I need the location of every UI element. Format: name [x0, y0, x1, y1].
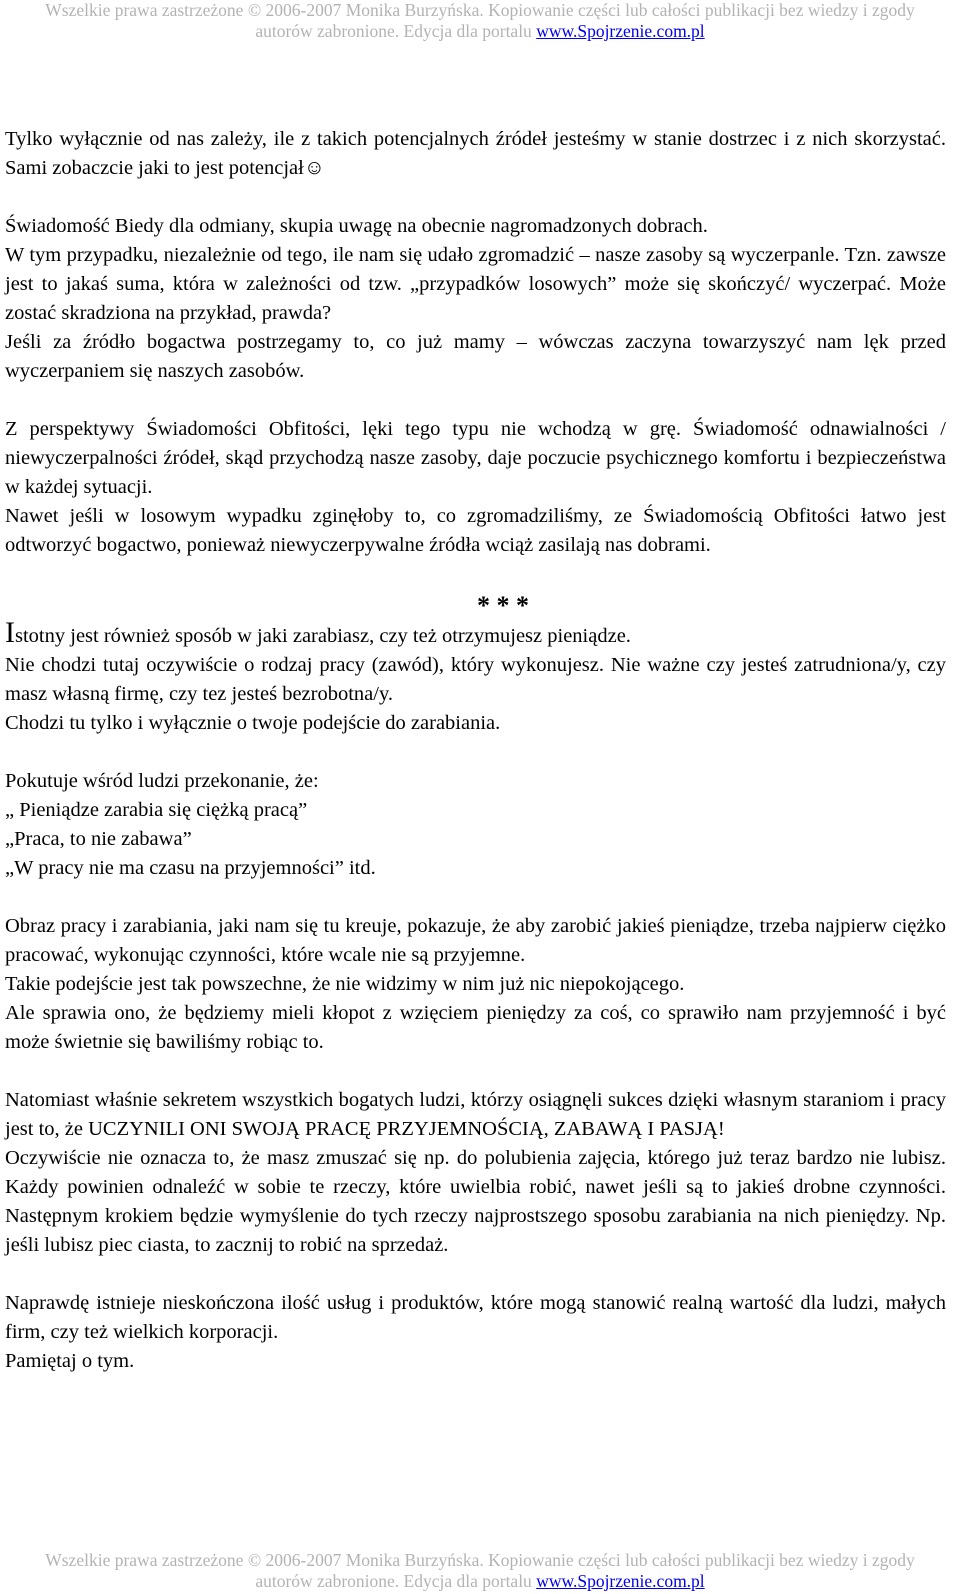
portal-link-footer[interactable]: www.Spojrzenie.com.pl	[536, 1571, 705, 1591]
quote-work-not-fun: „Praca, to nie zabawa”	[5, 828, 192, 850]
paragraph-infinite-services: Naprawdę istnieje nieskończona ilość usług i produktów, które mogą stanowić realną wartość dla ludzi, małych firm, czy też wielkich korporacji.	[5, 1292, 946, 1343]
paragraph-earning-method-text: stotny jest również sposób w jaki zarabiasz, czy też otrzymujesz pieniądze.	[15, 625, 631, 647]
paragraph-secret-of-rich: Natomiast właśnie sekretem wszystkich bogatych ludzi, którzy osiągnęli sukces dzięki własnym staraniom i pracy jest to, że UCZYNILI ONI SWOJĄ PRACĘ PRZYJEMNOŚCIĄ, ZABAWĄ I PASJĄ!	[5, 1089, 946, 1140]
paragraph-exhaustible-resources: W tym przypadku, niezależnie od tego, ile nam się udało zgromadzić – nasze zasoby są wyczerpanle. Tzn. zawsze jest to jakaś suma, która w zależności od tzw. „przypadków losowych” może się skończyć/ wyczerpać. Może zostać skradziona na przykład, prawda?	[5, 244, 946, 324]
paragraph-find-passion: Oczywiście nie oznacza to, że masz zmuszać się np. do polubienia zajęcia, którego już teraz bardzo nie lubisz. Każdy powinien odnaleźć w sobie te rzeczy, które uwielbia robić, nawet jeśli są to jakieś drobne czynności. Następnym krokiem będzie wymyślenie do tych rzeczy najprostszego sposobu zarabiania na nich pieniędzy. Np. jeśli lubisz piec ciasta, to zacznij to robić na sprzedaż.	[5, 1147, 946, 1256]
paragraph-rebuild-wealth: Nawet jeśli w losowym wypadku zginęłoby to, co zgromadziliśmy, ze Świadomością Obfitości łatwo jest odtworzyć bogactwo, ponieważ niewyczerpywalne źródła wciąż zasilają nas dobrami.	[5, 505, 946, 556]
quote-hard-work: „ Pieniądze zarabia się ciężką pracą”	[5, 799, 308, 821]
portal-link[interactable]: www.Spojrzenie.com.pl	[536, 21, 705, 41]
copyright-footer-line2-text: autorów zabronione. Edycja dla portalu	[255, 1571, 537, 1591]
paragraph-potential: Tylko wyłącznie od nas zależy, ile z takich potencjalnych źródeł jesteśmy w stanie dostrzec i z nich skorzystać. Sami zobaczcie jaki to jest potencjał☺	[5, 128, 946, 179]
paragraph-belief: Pokutuje wśród ludzi przekonanie, że:	[5, 770, 319, 792]
paragraph-job-type: Nie chodzi tutaj oczywiście o rodzaj pracy (zawód), który wykonujesz. Nie ważne czy jesteś zatrudniona/y, czy masz własną firmę, czy tez jesteś bezrobotna/y.	[5, 654, 946, 705]
copyright-header	[0, 0, 960, 42]
quote-no-pleasure: „W pracy nie ma czasu na przyjemności” itd.	[5, 857, 376, 879]
paragraph-money-trouble: Ale sprawia ono, że będziemy mieli kłopot z wzięciem pieniędzy za coś, co sprawiło nam przyjemność i być może świetnie się bawiliśmy robiąc to.	[5, 1002, 946, 1053]
paragraph-common-approach: Takie podejście jest tak powszechne, że nie widzimy w nim już nic niepokojącego.	[5, 973, 685, 995]
drop-cap: I	[5, 616, 15, 649]
paragraph-earning-method	[5, 618, 946, 651]
paragraph-fear: Jeśli za źródło bogactwa postrzegamy to, co już mamy – wówczas zaczyna towarzyszyć nam lęk przed wyczerpaniem się naszych zasobów.	[5, 331, 946, 382]
paragraph-remember: Pamiętaj o tym.	[5, 1350, 135, 1372]
copyright-footer-line2	[0, 1571, 960, 1592]
copyright-header-line2-text: autorów zabronione. Edycja dla portalu	[255, 21, 537, 41]
document-body	[5, 125, 946, 1376]
paragraph-poverty-awareness: Świadomość Biedy dla odmiany, skupia uwagę na obecnie nagromadzonych dobrach.	[5, 215, 708, 237]
copyright-header-line2	[0, 21, 960, 42]
copyright-header-line1: Wszelkie prawa zastrzeżone © 2006-2007 Monika Burzyńska. Kopiowanie części lub całości publikacji bez wiedzy i zgody	[45, 0, 915, 20]
paragraph-approach: Chodzi tu tylko i wyłącznie o twoje podejście do zarabiania.	[5, 712, 501, 734]
paragraph-abundance-perspective: Z perspektywy Świadomości Obfitości, lęki tego typu nie wchodzą w grę. Świadomość odnawialności / niewyczerpalności źródeł, skąd przychodzą nasze zasoby, daje poczucie psychicznego komfortu i bezpieczeństwa w każdej sytuacji.	[5, 418, 946, 498]
section-separator: * * *	[477, 591, 529, 620]
copyright-footer-line1: Wszelkie prawa zastrzeżone © 2006-2007 Monika Burzyńska. Kopiowanie części lub całości publikacji bez wiedzy i zgody	[45, 1550, 915, 1570]
paragraph-work-image: Obraz pracy i zarabiania, jaki nam się tu kreuje, pokazuje, że aby zarobić jakieś pieniądze, trzeba najpierw ciężko pracować, wykonując czynności, które wcale nie są przyjemne.	[5, 915, 946, 966]
copyright-footer	[0, 1550, 960, 1592]
